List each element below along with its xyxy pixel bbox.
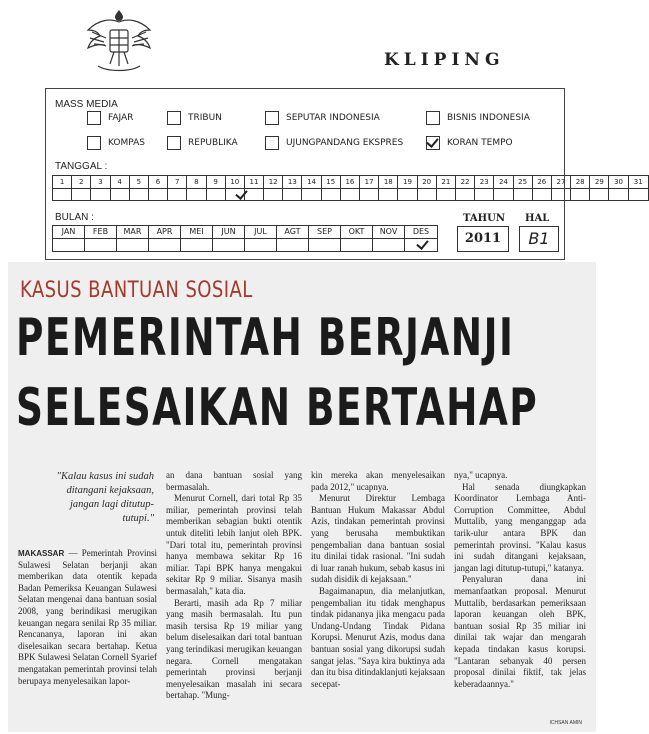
month-cell[interactable]: OKT bbox=[341, 226, 373, 251]
day-cell[interactable]: 13 bbox=[283, 176, 302, 200]
day-cell[interactable]: 30 bbox=[609, 176, 628, 200]
headline-line-2: SELESAIKAN BERTAHAP bbox=[16, 378, 539, 438]
day-cell[interactable]: 8 bbox=[187, 176, 206, 200]
day-cell[interactable]: 20 bbox=[418, 176, 437, 200]
day-cell[interactable]: 17 bbox=[360, 176, 379, 200]
month-cell[interactable]: DES bbox=[405, 226, 437, 251]
media-option-fajar[interactable]: FAJAR bbox=[87, 111, 133, 125]
hal-value[interactable]: B1 bbox=[519, 226, 559, 252]
paragraph: — Pemerintah Provinsi Sulawesi Selatan berjanji akan memberikan data otentik kepada Badan Pemeriksa Keuangan Sulawesi Selatan mengenai dana bantuan sosial 2008, yang berindikasi merugikan keuangan negara senilai Rp 35 miliar. Rencananya, laporan ini akan diselesaikan secara bertahap. Ketua BPK Sulawesi Selatan Cornell Syarief mengatakan pemerintah provinsi telah berupaya menyelesaikan lapor- bbox=[18, 548, 157, 686]
article-column-4 bbox=[454, 470, 586, 690]
article-column-2 bbox=[166, 470, 302, 702]
checkbox[interactable] bbox=[87, 111, 101, 125]
day-cell[interactable]: 14 bbox=[302, 176, 321, 200]
month-cell[interactable]: AGT bbox=[277, 226, 309, 251]
month-cell[interactable]: APR bbox=[149, 226, 181, 251]
paragraph: Berarti, masih ada Rp 7 miliar yang masih bermasalah. Itu pun masih tersisa Rp 19 miliar yang belum diselesaikan dari total bantuan yang terindikasi merugikan keuangan negara. Cornell mengatakan pemerintah provinsi berjanji menyelesaikan masalah ini secara bertahap. "Mung- bbox=[166, 597, 302, 701]
day-cell[interactable]: 31 bbox=[629, 176, 648, 200]
day-cell[interactable]: 7 bbox=[168, 176, 187, 200]
day-cell[interactable]: 18 bbox=[379, 176, 398, 200]
month-cell[interactable]: JUN bbox=[213, 226, 245, 251]
day-cell[interactable]: 24 bbox=[494, 176, 513, 200]
checkbox[interactable] bbox=[167, 111, 181, 125]
day-cell[interactable]: 28 bbox=[571, 176, 590, 200]
article-column-3 bbox=[311, 470, 445, 690]
media-option-republika[interactable]: REPUBLIKA bbox=[167, 136, 238, 150]
paragraph: Menurut Cornell, dari total Rp 35 miliar, pemerintah provinsi telah memberikan sebagian bukti otentik untuk diteliti lebih lanjut oleh BPK. "Dari total itu, pemerintah provinsi hanya membawa sekitar Rp 16 miliar. Tapi BPK hanya mengakui sekitar Rp 9 miliar. Sisanya masih bermasalah," kata dia. bbox=[166, 493, 302, 596]
media-option-seputar-indonesia[interactable]: SEPUTAR INDONESIA bbox=[265, 111, 380, 125]
pull-quote: "Kalau kasus ini sudah ditangani kejaksaan, jangan lagi ditutup-tutupi." bbox=[56, 471, 154, 524]
day-cell[interactable]: 26 bbox=[533, 176, 552, 200]
document-title: KLIPING bbox=[384, 50, 505, 70]
month-cell[interactable]: NOV bbox=[373, 226, 405, 251]
day-cell[interactable]: 6 bbox=[149, 176, 168, 200]
day-cell[interactable]: 23 bbox=[475, 176, 494, 200]
day-cell[interactable]: 27 bbox=[552, 176, 571, 200]
day-cell[interactable]: 19 bbox=[398, 176, 417, 200]
month-cell[interactable]: SEP bbox=[309, 226, 341, 251]
day-cell[interactable]: 2 bbox=[72, 176, 91, 200]
media-option-koran-tempo[interactable]: KORAN TEMPO bbox=[426, 136, 513, 150]
garuda-emblem-icon bbox=[80, 8, 158, 76]
day-cell[interactable]: 10 bbox=[226, 176, 245, 200]
bulan-label: BULAN : bbox=[55, 212, 94, 223]
article-kicker: KASUS BANTUAN SOSIAL bbox=[20, 278, 253, 303]
tahun-label: TAHUN bbox=[463, 213, 505, 224]
hal-label: HAL bbox=[525, 213, 550, 224]
day-cell[interactable]: 11 bbox=[245, 176, 264, 200]
dateline: MAKASSAR bbox=[18, 549, 65, 558]
mass-media-label: MASS MEDIA bbox=[55, 99, 118, 110]
day-cell[interactable]: 21 bbox=[437, 176, 456, 200]
checkbox[interactable] bbox=[265, 111, 279, 125]
media-option-ujungpandang-ekspres[interactable]: UJUNGPANDANG EKSPRES bbox=[265, 136, 403, 150]
checkbox[interactable] bbox=[265, 136, 279, 150]
media-option-bisnis-indonesia[interactable]: BISNIS INDONESIA bbox=[426, 111, 530, 125]
day-cell[interactable]: 15 bbox=[322, 176, 341, 200]
paragraph: Bagaimanapun, dia melanjutkan, pengembalian itu tidak menghapus tindak pidananya jika mengacu pada Undang-Undang Tindak Pidana Korupsi. Menurut Azis, modus dana bantuan sosial yang dikorupsi sudah sangat jelas. "Saya kira buktinya ada dan itu bisa ditindaklanjuti kejaksaan secepat- bbox=[311, 585, 445, 689]
day-cell[interactable]: 29 bbox=[590, 176, 609, 200]
month-cell[interactable]: FEB bbox=[85, 226, 117, 251]
day-cell[interactable]: 5 bbox=[130, 176, 149, 200]
newspaper-clipping bbox=[8, 262, 596, 732]
tahun-value[interactable]: 2011 bbox=[457, 226, 509, 252]
paragraph: nya," ucapnya. bbox=[454, 470, 508, 480]
day-cell[interactable]: 22 bbox=[456, 176, 475, 200]
month-cell[interactable]: MEI bbox=[181, 226, 213, 251]
paragraph: Hal senada diungkapkan Koordinator Lembaga Anti-Corruption Committee, Abdul Muttalib, yang menganggap ada tarik-ulur antara BPK dan pemerintah provinsi. "Kalau kasus ini sudah ditangani kejaksaan, jangan lagi ditutup-tutupi," katanya. bbox=[454, 481, 586, 573]
month-cell[interactable]: JAN bbox=[53, 226, 85, 251]
paragraph: Menurut Direktur Lembaga Bantuan Hukum Makassar Abdul Azis, tindakan pemerintah provinsi yang berusaha membuktikan pengembalian dana bantuan sosial itu dinilai tidak rasional. "Ini sudah di luar ranah hukum, sebab kasus ini sudah disidik di kejaksaan." bbox=[311, 493, 445, 585]
checkbox[interactable] bbox=[426, 111, 440, 125]
paragraph: kin mereka akan menyelesaikan pada 2012," ucapnya. bbox=[311, 470, 445, 492]
paragraph: Penyaluran dana ini memanfaatkan proposal. Menurut Muttalib, berdasarkan pemeriksaan laporan keuangan oleh BPK, bantuan sosial Rp 35 miliar ini dinilai tak wajar dan mengarah kepada tindakan kasus korupsi. "Lantaran sebanyak 40 persen proposal dinilai fiktif, tak jelas keberadaannya." bbox=[454, 574, 586, 689]
tanggal-label: TANGGAL : bbox=[55, 161, 108, 172]
checkbox[interactable] bbox=[87, 136, 101, 150]
day-cell[interactable]: 12 bbox=[264, 176, 283, 200]
month-cell[interactable]: JUL bbox=[245, 226, 277, 251]
month-grid bbox=[52, 225, 438, 252]
day-grid bbox=[52, 175, 649, 201]
checkbox-checked[interactable] bbox=[426, 136, 440, 150]
article-column-1 bbox=[18, 548, 157, 687]
photo-credit: ICHSAN AMIN bbox=[549, 720, 582, 726]
day-cell[interactable]: 1 bbox=[53, 176, 72, 200]
day-cell[interactable]: 16 bbox=[341, 176, 360, 200]
paragraph: an dana bantuan sosial yang bermasalah. bbox=[166, 470, 302, 492]
month-cell[interactable]: MAR bbox=[117, 226, 149, 251]
day-cell[interactable]: 3 bbox=[91, 176, 110, 200]
checkbox[interactable] bbox=[167, 136, 181, 150]
media-option-kompas[interactable]: KOMPAS bbox=[87, 136, 145, 150]
headline-line-1: PEMERINTAH BERJANJI bbox=[16, 308, 515, 368]
media-option-tribun[interactable]: TRIBUN bbox=[167, 111, 222, 125]
day-cell[interactable]: 4 bbox=[111, 176, 130, 200]
day-cell[interactable]: 9 bbox=[207, 176, 226, 200]
day-cell[interactable]: 25 bbox=[514, 176, 533, 200]
